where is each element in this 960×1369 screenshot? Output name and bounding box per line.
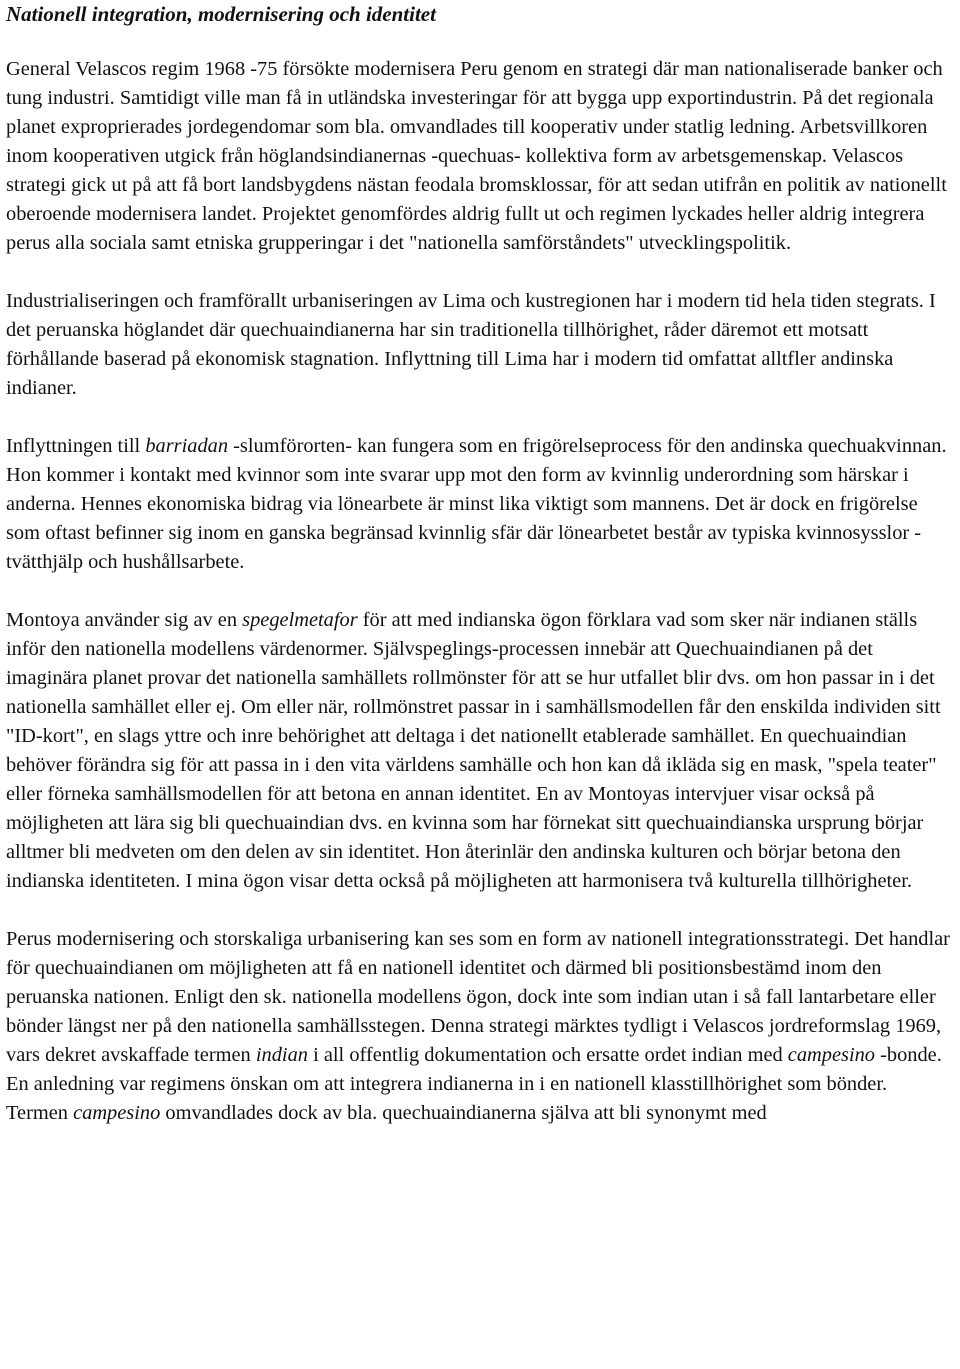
paragraph-campesino <box>6 1099 956 1128</box>
paragraph-integration-strategy <box>6 925 956 1099</box>
paragraph-text: -slumförorten- kan fungera som en frigörelseprocess för den andinska quechuakvinnan. Hon kommer i kontakt med kvinnor som inte svarar upp mot den form av kvinnlig underordning som härskar i anderna. Hennes ekonomiska bidrag via lönearbete är minst lika viktigt som mannens. Det är dock en frigörelse som oftast befinner sig inom en ganska begränsad kvinnlig sfär där lönearbetet består av typiska kvinnosysslor - tvätthjälp och hushållsarbete. <box>6 435 947 573</box>
emphasis-term: spegelmetafor <box>242 609 358 631</box>
paragraph-text: -bonde. En anledning var regimens önskan om att integrera indianerna in i en nationell klasstillhörighet som bönder. <box>6 1044 942 1095</box>
paragraph-text: Perus modernisering och storskaliga urbanisering kan ses som en form av nationell integrationsstrategi. Det handlar för quechuaindianen om möjligheten att få en nationell identitet och därmed bli positionsbestämd inom den peruanska nationen. Enligt den sk. nationella modellens ögon, dock inte som indian utan i så fall lantarbetare eller bönder längst ner på den nationella samhällsstegen. Denna strategi märktes tydligt i Velascos jordreformslag 1969, vars dekret avskaffade termen <box>6 928 950 1066</box>
paragraph-text: för att med indianska ögon förklara vad som sker när indianen ställs inför den nationella modellens värdenormer. Självspeglings-processen innebär att Quechuaindianen på det imaginära planet provar det nationella samhällets rollmönster för att se hur utfallet blir dvs. om hon passar in i det nationella samhället eller ej. Om eller när, rollmönstret passar in i samhällsmodellen får den enskilda individen sitt "ID-kort", en slags yttre och inre behörighet att deltaga i det nationellt etablerade samhället. En quechuaindian behöver förändra sig för att passa in i den vita världens samhälle och hon kan då ikläda sig en mask, "spela teater" eller förneka samhällsmodellen för att betona en annan identitet. En av Montoyas intervjuer visar också på möjligheten att lära sig bli quechuaindian dvs. en kvinna som har förnekat sitt quechuaindianska ursprung börjar alltmer bli medveten om den delen av sin identitet. Hon återinlär den andinska kulturen och börjar betona den indianska identiteten. I mina ögon visar detta också på möjligheten att harmonisera två kulturella tillhörigheter. <box>6 609 941 892</box>
paragraph-urbanization <box>6 287 956 403</box>
paragraph-barriada <box>6 432 956 577</box>
paragraph-text: General Velascos regim 1968 -75 försökte modernisera Peru genom en strategi där man nationaliserade banker och tung industri. Samtidigt ville man få in utländska investeringar för att bygga upp exportindustrin. På det regionala planet exproprierades jordegendomar som bla. omvandlades till kooperativ under statlig ledning. Arbetsvillkoren inom kooperativen utgick från höglandsindianernas -quechuas- kollektiva form av arbetsgemenskap. Velascos strategi gick ut på att få bort landsbygdens nästan feodala bromsklossar, för att sedan utifrån en politik av nationellt oberoende modernisera landet. Projektet genomfördes aldrig fullt ut och regimen lyckades heller aldrig integrera perus alla sociala samt etniska grupperingar i det "nationella samförståndets" utvecklingspolitik. <box>6 58 947 254</box>
paragraph-text: Termen <box>6 1102 74 1124</box>
emphasis-term: campesino <box>787 1044 876 1066</box>
paragraph-text: i all offentlig dokumentation och ersatte ordet indian med <box>307 1044 788 1066</box>
section-title: Nationell integration, modernisering och identitet <box>6 2 436 26</box>
paragraph-text: Industrialiseringen och framförallt urbaniseringen av Lima och kustregionen har i modern tid hela tiden stegrats. I det peruanska höglandet där quechuaindianerna har sin traditionella tillhörighet, råder däremot ett motsatt förhållande baserad på ekonomisk stagnation. Inflyttning till Lima har i modern tid omfattat alltfler andinska indianer. <box>6 290 936 399</box>
document-page <box>6 0 956 1128</box>
emphasis-term: barriadan <box>145 435 229 457</box>
paragraph-velasco-regime <box>6 55 956 258</box>
emphasis-term: indian <box>255 1044 308 1066</box>
emphasis-term: campesino <box>73 1102 161 1124</box>
paragraph-text: Inflyttningen till <box>6 435 146 457</box>
paragraph-text: Montoya använder sig av en <box>6 609 243 631</box>
paragraph-text: omvandlades dock av bla. quechuaindianerna själva att bli synonymt med <box>160 1102 767 1124</box>
paragraph-mirror-metaphor <box>6 606 956 896</box>
